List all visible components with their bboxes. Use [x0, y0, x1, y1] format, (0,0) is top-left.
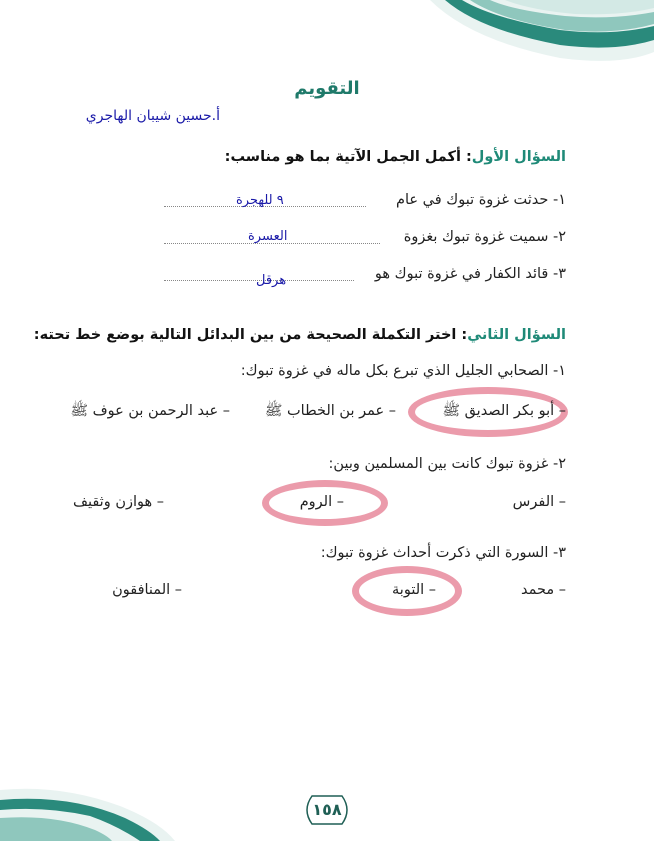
question-2-label: السؤال الثاني [467, 327, 566, 343]
q2-item-1-option-1: – أبو بكر الصديق ﷺ [442, 403, 566, 419]
author-name: أ.حسين شيبان الهاجري [85, 108, 220, 124]
q2-item-2-option-2: – الروم [299, 494, 344, 510]
q1-item-3-text: ٣- قائد الكفار في غزوة تبوك هو [374, 266, 566, 282]
question-1-heading [225, 149, 566, 165]
q2-item-2-option-1: – الفرس [512, 494, 566, 510]
q1-item-3-answer: هرقل [256, 273, 287, 288]
q2-item-2-stem: ٢- غزوة تبوك كانت بين المسلمين وبين: [328, 456, 566, 472]
q2-item-1-stem: ١- الصحابي الجليل الذي تبرع بكل ماله في غزوة تبوك: [240, 363, 566, 379]
q1-item-1-text: ١- حدثت غزوة تبوك في عام [395, 192, 566, 208]
q1-item-2-text: ٢- سميت غزوة تبوك بغزوة [403, 229, 566, 245]
q2-item-3-stem: ٣- السورة التي ذكرت أحداث غزوة تبوك: [320, 545, 566, 561]
question-2-heading [34, 327, 566, 343]
q2-item-3-option-3: – المنافقون [112, 582, 182, 598]
page-number: ١٥٨ [312, 800, 342, 819]
q2-item-3-option-2: – التوبة [392, 582, 436, 598]
question-1-instruction: : أكمل الجمل الآتية بما هو مناسب: [224, 149, 472, 165]
q2-item-2-option-3: – هوازن وثقيف [72, 494, 164, 510]
q2-item-1-option-3: – عبد الرحمن بن عوف ﷺ [70, 403, 230, 419]
q1-item-2-answer: العسرة [248, 229, 288, 244]
q2-item-1-option-2: – عمر بن الخطاب ﷺ [264, 403, 396, 419]
q2-item-3-option-1: – محمد [521, 582, 566, 598]
page-title: التقويم [294, 78, 360, 99]
question-2-instruction: : اختر التكملة الصحيحة من بين البدائل التالية بوضع خط تحته: [33, 327, 468, 343]
q1-item-1-answer: ٩ للهجرة [236, 193, 284, 208]
question-1-label: السؤال الأول [471, 149, 566, 165]
